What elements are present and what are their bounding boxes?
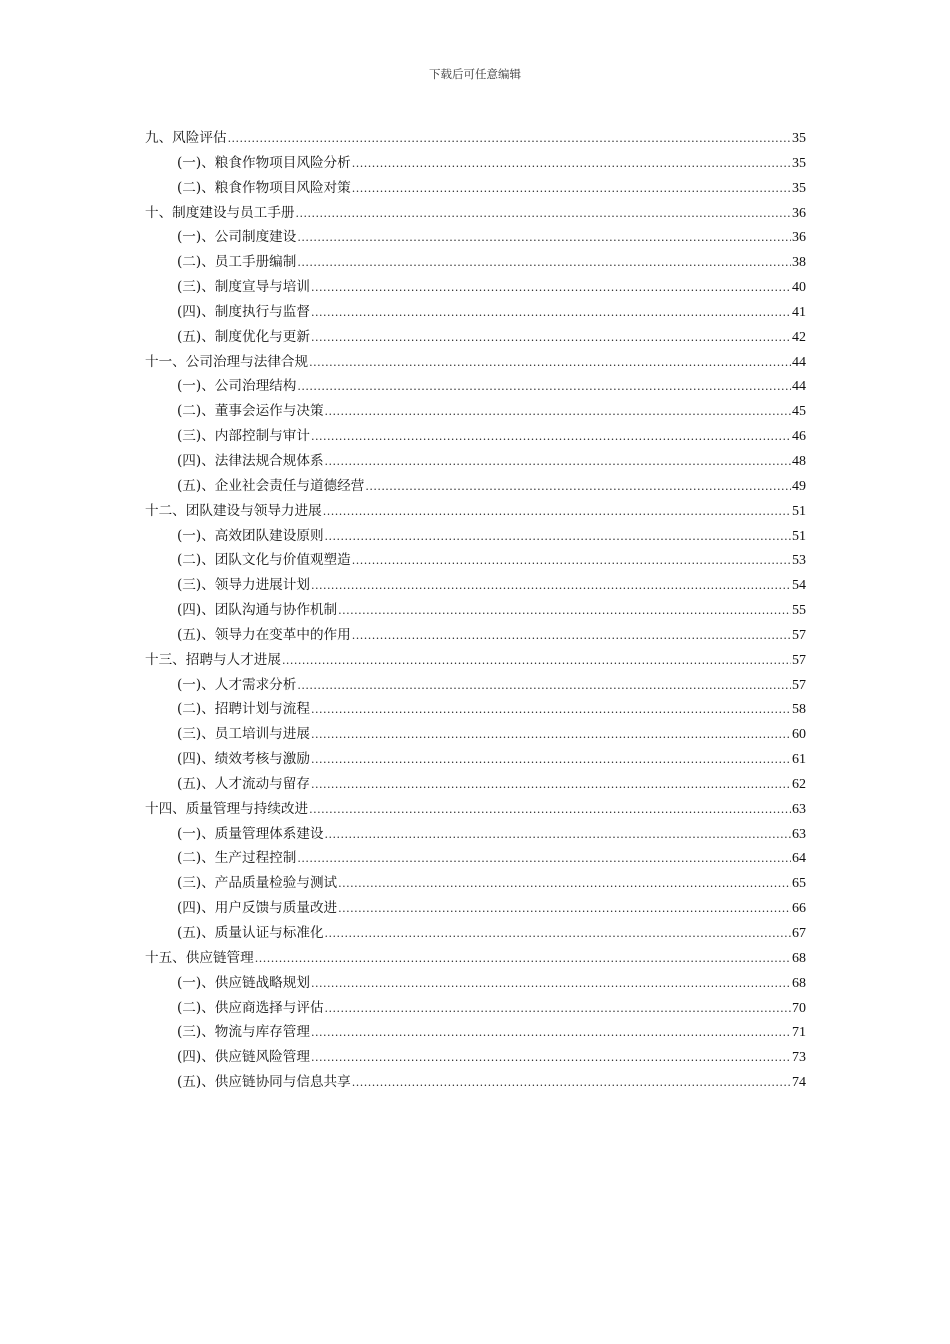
toc-dot-leader bbox=[297, 226, 791, 251]
toc-section-entry[interactable] bbox=[145, 623, 806, 648]
toc-entry-title: (二)、供应商选择与评估 bbox=[177, 999, 324, 1016]
toc-section-entry[interactable] bbox=[145, 399, 806, 424]
toc-dot-leader bbox=[296, 202, 791, 227]
toc-dot-leader bbox=[338, 872, 791, 897]
toc-entry-title: (三)、产品质量检验与测试 bbox=[177, 875, 338, 892]
toc-dot-leader bbox=[311, 1046, 791, 1071]
toc-entry-title: (五)、人才流动与留存 bbox=[177, 775, 310, 792]
toc-entry-title: 十三、招聘与人才进展 bbox=[145, 651, 281, 668]
toc-section-entry[interactable] bbox=[145, 747, 806, 772]
toc-chapter-entry[interactable] bbox=[145, 946, 806, 971]
toc-entry-title: 十五、供应链管理 bbox=[145, 949, 254, 966]
toc-entry-page-number: 51 bbox=[792, 503, 806, 519]
toc-entry-page-number: 36 bbox=[792, 205, 806, 221]
toc-entry-title: (五)、制度优化与更新 bbox=[177, 328, 310, 345]
toc-entry-page-number: 38 bbox=[792, 255, 806, 271]
page-header: 下载后可任意编辑 bbox=[429, 67, 521, 81]
toc-entry-title: (三)、制度宣导与培训 bbox=[177, 279, 310, 296]
toc-section-entry[interactable] bbox=[145, 822, 806, 847]
toc-chapter-entry[interactable] bbox=[145, 499, 806, 524]
toc-entry-title: (一)、人才需求分析 bbox=[177, 676, 297, 693]
toc-entry-page-number: 55 bbox=[792, 603, 806, 619]
toc-section-entry[interactable] bbox=[145, 424, 806, 449]
toc-chapter-entry[interactable] bbox=[145, 350, 806, 375]
toc-section-entry[interactable] bbox=[145, 275, 806, 300]
toc-dot-leader bbox=[255, 947, 791, 972]
toc-section-entry[interactable] bbox=[145, 921, 806, 946]
toc-entry-title: 十、制度建设与员工手册 bbox=[145, 204, 295, 221]
toc-entry-title: (四)、制度执行与监督 bbox=[177, 303, 310, 320]
toc-entry-page-number: 70 bbox=[792, 1000, 806, 1016]
toc-entry-page-number: 48 bbox=[792, 453, 806, 469]
toc-entry-page-number: 57 bbox=[792, 677, 806, 693]
toc-dot-leader bbox=[311, 972, 791, 997]
toc-dot-leader bbox=[365, 475, 791, 500]
toc-dot-leader bbox=[311, 698, 791, 723]
toc-dot-leader bbox=[352, 177, 791, 202]
toc-entry-title: 十四、质量管理与持续改进 bbox=[145, 800, 309, 817]
toc-entry-title: (一)、公司制度建设 bbox=[177, 229, 297, 246]
toc-section-entry[interactable] bbox=[145, 697, 806, 722]
toc-entry-title: (四)、供应链风险管理 bbox=[177, 1049, 310, 1066]
toc-entry-title: (二)、生产过程控制 bbox=[177, 850, 297, 867]
toc-entry-page-number: 74 bbox=[792, 1075, 806, 1091]
toc-entry-page-number: 51 bbox=[792, 528, 806, 544]
toc-dot-leader bbox=[311, 748, 791, 773]
toc-entry-title: (一)、质量管理体系建设 bbox=[177, 825, 324, 842]
toc-section-entry[interactable] bbox=[145, 548, 806, 573]
toc-entry-title: (五)、供应链协同与信息共享 bbox=[177, 1074, 351, 1091]
table-of-contents bbox=[145, 126, 806, 1095]
toc-section-entry[interactable] bbox=[145, 250, 806, 275]
toc-entry-page-number: 41 bbox=[792, 304, 806, 320]
toc-dot-leader bbox=[352, 624, 791, 649]
toc-entry-title: (三)、物流与库存管理 bbox=[177, 1024, 310, 1041]
toc-dot-leader bbox=[323, 500, 791, 525]
toc-entry-title: (四)、团队沟通与协作机制 bbox=[177, 602, 338, 619]
toc-entry-page-number: 58 bbox=[792, 702, 806, 718]
toc-section-entry[interactable] bbox=[145, 1045, 806, 1070]
toc-entry-page-number: 63 bbox=[792, 826, 806, 842]
toc-dot-leader bbox=[325, 450, 791, 475]
toc-entry-title: (四)、绩效考核与激励 bbox=[177, 751, 310, 768]
toc-entry-title: (一)、公司治理结构 bbox=[177, 378, 297, 395]
toc-section-entry[interactable] bbox=[145, 996, 806, 1021]
toc-entry-title: (一)、供应链战略规划 bbox=[177, 974, 310, 991]
toc-entry-page-number: 49 bbox=[792, 478, 806, 494]
toc-entry-page-number: 46 bbox=[792, 429, 806, 445]
toc-dot-leader bbox=[309, 351, 791, 376]
toc-entry-title: (二)、粮食作物项目风险对策 bbox=[177, 179, 351, 196]
toc-chapter-entry[interactable] bbox=[145, 126, 806, 151]
toc-section-entry[interactable] bbox=[145, 524, 806, 549]
toc-section-entry[interactable] bbox=[145, 151, 806, 176]
toc-dot-leader bbox=[309, 798, 791, 823]
toc-dot-leader bbox=[338, 599, 791, 624]
toc-dot-leader bbox=[297, 375, 791, 400]
toc-entry-page-number: 57 bbox=[792, 652, 806, 668]
toc-entry-page-number: 42 bbox=[792, 329, 806, 345]
toc-entry-title: (三)、领导力进展计划 bbox=[177, 577, 310, 594]
toc-entry-page-number: 68 bbox=[792, 950, 806, 966]
toc-dot-leader bbox=[311, 425, 791, 450]
toc-section-entry[interactable] bbox=[145, 846, 806, 871]
toc-entry-page-number: 40 bbox=[792, 280, 806, 296]
toc-entry-page-number: 64 bbox=[792, 851, 806, 867]
toc-entry-title: (一)、高效团队建设原则 bbox=[177, 527, 324, 544]
toc-entry-page-number: 60 bbox=[792, 727, 806, 743]
toc-entry-page-number: 68 bbox=[792, 975, 806, 991]
toc-entry-title: (四)、法律法规合规体系 bbox=[177, 452, 324, 469]
toc-section-entry[interactable] bbox=[145, 871, 806, 896]
toc-entry-page-number: 54 bbox=[792, 578, 806, 594]
toc-dot-leader bbox=[311, 301, 791, 326]
toc-entry-title: (二)、团队文化与价值观塑造 bbox=[177, 552, 351, 569]
toc-entry-page-number: 73 bbox=[792, 1050, 806, 1066]
toc-entry-title: (二)、董事会运作与决策 bbox=[177, 403, 324, 420]
toc-dot-leader bbox=[325, 997, 791, 1022]
toc-dot-leader bbox=[311, 1021, 791, 1046]
toc-entry-title: 十一、公司治理与法律合规 bbox=[145, 353, 309, 370]
toc-entry-page-number: 66 bbox=[792, 901, 806, 917]
toc-entry-page-number: 65 bbox=[792, 876, 806, 892]
toc-entry-title: (三)、员工培训与进展 bbox=[177, 726, 310, 743]
toc-dot-leader bbox=[311, 276, 791, 301]
toc-dot-leader bbox=[352, 152, 791, 177]
toc-entry-title: 十二、团队建设与领导力进展 bbox=[145, 502, 322, 519]
toc-dot-leader bbox=[311, 574, 791, 599]
toc-entry-page-number: 36 bbox=[792, 230, 806, 246]
toc-entry-page-number: 57 bbox=[792, 627, 806, 643]
toc-entry-page-number: 63 bbox=[792, 801, 806, 817]
toc-section-entry[interactable] bbox=[145, 474, 806, 499]
toc-section-entry[interactable] bbox=[145, 449, 806, 474]
toc-section-entry[interactable] bbox=[145, 176, 806, 201]
toc-dot-leader bbox=[325, 525, 791, 550]
toc-entry-title: (五)、企业社会责任与道德经营 bbox=[177, 477, 365, 494]
toc-dot-leader bbox=[282, 649, 791, 674]
toc-entry-page-number: 61 bbox=[792, 752, 806, 768]
toc-entry-page-number: 62 bbox=[792, 776, 806, 792]
toc-section-entry[interactable] bbox=[145, 300, 806, 325]
toc-entry-page-number: 44 bbox=[792, 354, 806, 370]
toc-section-entry[interactable] bbox=[145, 971, 806, 996]
toc-dot-leader bbox=[352, 1071, 791, 1096]
toc-section-entry[interactable] bbox=[145, 1020, 806, 1045]
toc-section-entry[interactable] bbox=[145, 573, 806, 598]
toc-chapter-entry[interactable] bbox=[145, 201, 806, 226]
toc-entry-title: (三)、内部控制与审计 bbox=[177, 428, 310, 445]
toc-dot-leader bbox=[297, 674, 791, 699]
toc-dot-leader bbox=[311, 326, 791, 351]
toc-dot-leader bbox=[311, 723, 791, 748]
toc-entry-page-number: 35 bbox=[792, 131, 806, 146]
toc-section-entry[interactable] bbox=[145, 598, 806, 623]
toc-dot-leader bbox=[297, 847, 791, 872]
toc-dot-leader bbox=[325, 823, 791, 848]
toc-entry-title: (四)、用户反馈与质量改进 bbox=[177, 900, 338, 917]
toc-section-entry[interactable] bbox=[145, 1070, 806, 1095]
toc-section-entry[interactable] bbox=[145, 772, 806, 797]
toc-entry-page-number: 45 bbox=[792, 404, 806, 420]
toc-section-entry[interactable] bbox=[145, 374, 806, 399]
toc-entry-title: (五)、质量认证与标准化 bbox=[177, 925, 324, 941]
toc-entry-title: 九、风险评估 bbox=[145, 130, 227, 146]
toc-chapter-entry[interactable] bbox=[145, 797, 806, 822]
toc-entry-title: (二)、员工手册编制 bbox=[177, 254, 297, 271]
toc-entry-page-number: 53 bbox=[792, 553, 806, 569]
toc-dot-leader bbox=[352, 549, 791, 574]
toc-dot-leader bbox=[228, 127, 791, 152]
toc-section-entry[interactable] bbox=[145, 896, 806, 921]
toc-entry-page-number: 44 bbox=[792, 379, 806, 395]
toc-dot-leader bbox=[325, 400, 791, 425]
toc-entry-page-number: 35 bbox=[792, 155, 806, 171]
toc-section-entry[interactable] bbox=[145, 722, 806, 747]
toc-section-entry[interactable] bbox=[145, 673, 806, 698]
toc-section-entry[interactable] bbox=[145, 225, 806, 250]
toc-section-entry[interactable] bbox=[145, 325, 806, 350]
toc-dot-leader bbox=[311, 773, 791, 798]
toc-dot-leader bbox=[338, 897, 791, 922]
toc-entry-page-number: 71 bbox=[792, 1025, 806, 1041]
toc-dot-leader bbox=[325, 922, 791, 947]
toc-entry-page-number: 35 bbox=[792, 180, 806, 196]
toc-entry-title: (一)、粮食作物项目风险分析 bbox=[177, 154, 351, 171]
toc-entry-title: (五)、领导力在变革中的作用 bbox=[177, 626, 351, 643]
toc-chapter-entry[interactable] bbox=[145, 648, 806, 673]
toc-dot-leader bbox=[297, 251, 791, 276]
toc-entry-page-number: 67 bbox=[792, 926, 806, 941]
toc-entry-title: (二)、招聘计划与流程 bbox=[177, 701, 310, 718]
